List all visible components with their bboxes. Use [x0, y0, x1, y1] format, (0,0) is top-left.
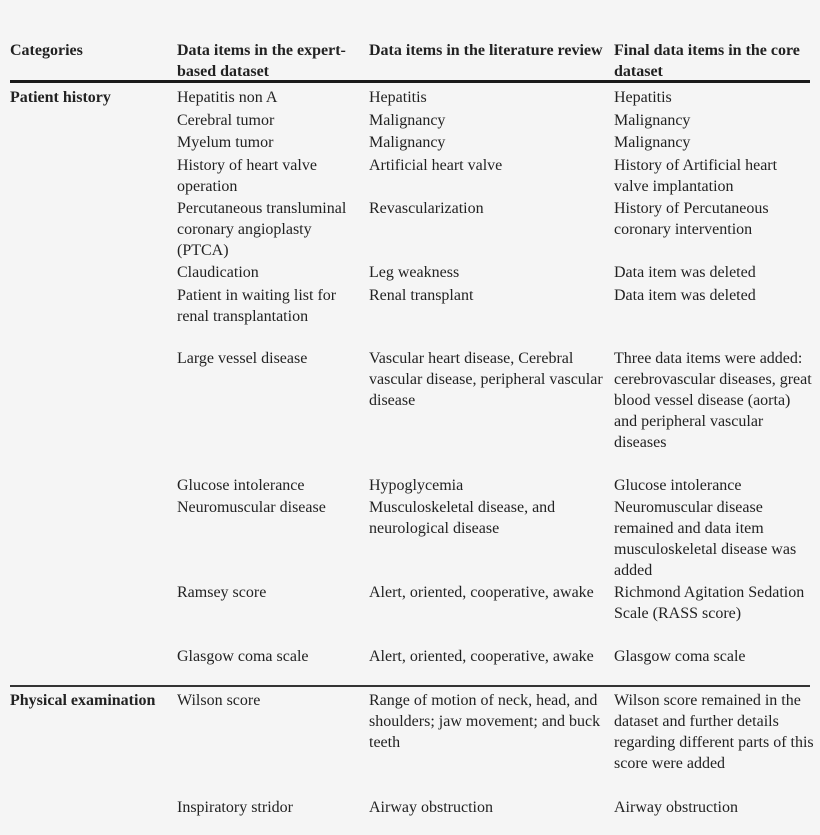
literature-cell: Musculoskeletal disease, and neurological disease — [369, 499, 556, 537]
final-cell: Three data items were added: cerebrovascular diseases, great blood vessel disease (aorta) and peripheral vascular diseases — [614, 350, 812, 451]
literature-cell: Leg weakness — [369, 264, 460, 281]
category-label: Patient history — [10, 89, 111, 106]
final-cell: History of Artificial heart valve implantation — [614, 157, 778, 195]
literature-cell: Range of motion of neck, head, and shoulders; jaw movement; and buck teeth — [369, 692, 601, 751]
final-cell: Data item was deleted — [614, 287, 756, 304]
literature-cell: Renal transplant — [369, 287, 474, 304]
expert-cell: Glucose intolerance — [177, 477, 305, 494]
literature-cell: Hepatitis — [369, 89, 427, 106]
header-literature-review: Data items in the literature review — [369, 42, 603, 59]
expert-cell: Large vessel disease — [177, 350, 308, 367]
header-categories: Categories — [10, 42, 83, 59]
literature-cell: Alert, oriented, cooperative, awake — [369, 648, 594, 665]
expert-cell: Claudication — [177, 264, 259, 281]
final-cell: Data item was deleted — [614, 264, 756, 281]
table-header — [0, 40, 820, 82]
final-cell: Malignancy — [614, 112, 691, 129]
expert-cell: Ramsey score — [177, 584, 267, 601]
expert-cell: Myelum tumor — [177, 134, 274, 151]
header-final-core-dataset: Final data items in the core dataset — [614, 42, 800, 80]
expert-cell: History of heart valve operation — [177, 157, 317, 195]
final-cell: History of Percutaneous coronary intervention — [614, 200, 769, 238]
expert-cell: Inspiratory stridor — [177, 799, 293, 816]
literature-cell: Artificial heart valve — [369, 157, 503, 174]
expert-cell: Percutaneous transluminal coronary angioplasty (PTCA) — [177, 200, 347, 259]
category-label: Physical examination — [10, 692, 156, 709]
final-cell: Neuromuscular disease remained and data item musculoskeletal disease was added — [614, 499, 797, 579]
expert-cell: Cerebral tumor — [177, 112, 275, 129]
expert-cell: Wilson score — [177, 692, 261, 709]
literature-cell: Malignancy — [369, 134, 446, 151]
final-cell: Glucose intolerance — [614, 477, 742, 494]
final-cell: Richmond Agitation Sedation Scale (RASS score) — [614, 584, 805, 622]
header-expert-dataset: Data items in the expert-based dataset — [177, 42, 346, 80]
literature-cell: Vascular heart disease, Cerebral vascular disease, peripheral vascular disease — [369, 350, 603, 409]
final-cell: Hepatitis — [614, 89, 672, 106]
literature-cell: Hypoglycemia — [369, 477, 464, 494]
literature-cell: Malignancy — [369, 112, 446, 129]
expert-cell: Hepatitis non A — [177, 89, 278, 106]
final-cell: Glasgow coma scale — [614, 648, 746, 665]
final-cell: Malignancy — [614, 134, 691, 151]
expert-cell: Glasgow coma scale — [177, 648, 309, 665]
header-rule — [10, 80, 810, 83]
literature-cell: Revascularization — [369, 200, 484, 217]
final-cell: Wilson score remained in the dataset and further details regarding different parts of this score were added — [614, 692, 814, 772]
section-divider — [10, 685, 810, 687]
final-cell: Airway obstruction — [614, 799, 738, 816]
expert-cell: Patient in waiting list for renal transplantation — [177, 287, 337, 325]
literature-cell: Alert, oriented, cooperative, awake — [369, 584, 594, 601]
literature-cell: Airway obstruction — [369, 799, 493, 816]
expert-cell: Neuromuscular disease — [177, 499, 326, 516]
